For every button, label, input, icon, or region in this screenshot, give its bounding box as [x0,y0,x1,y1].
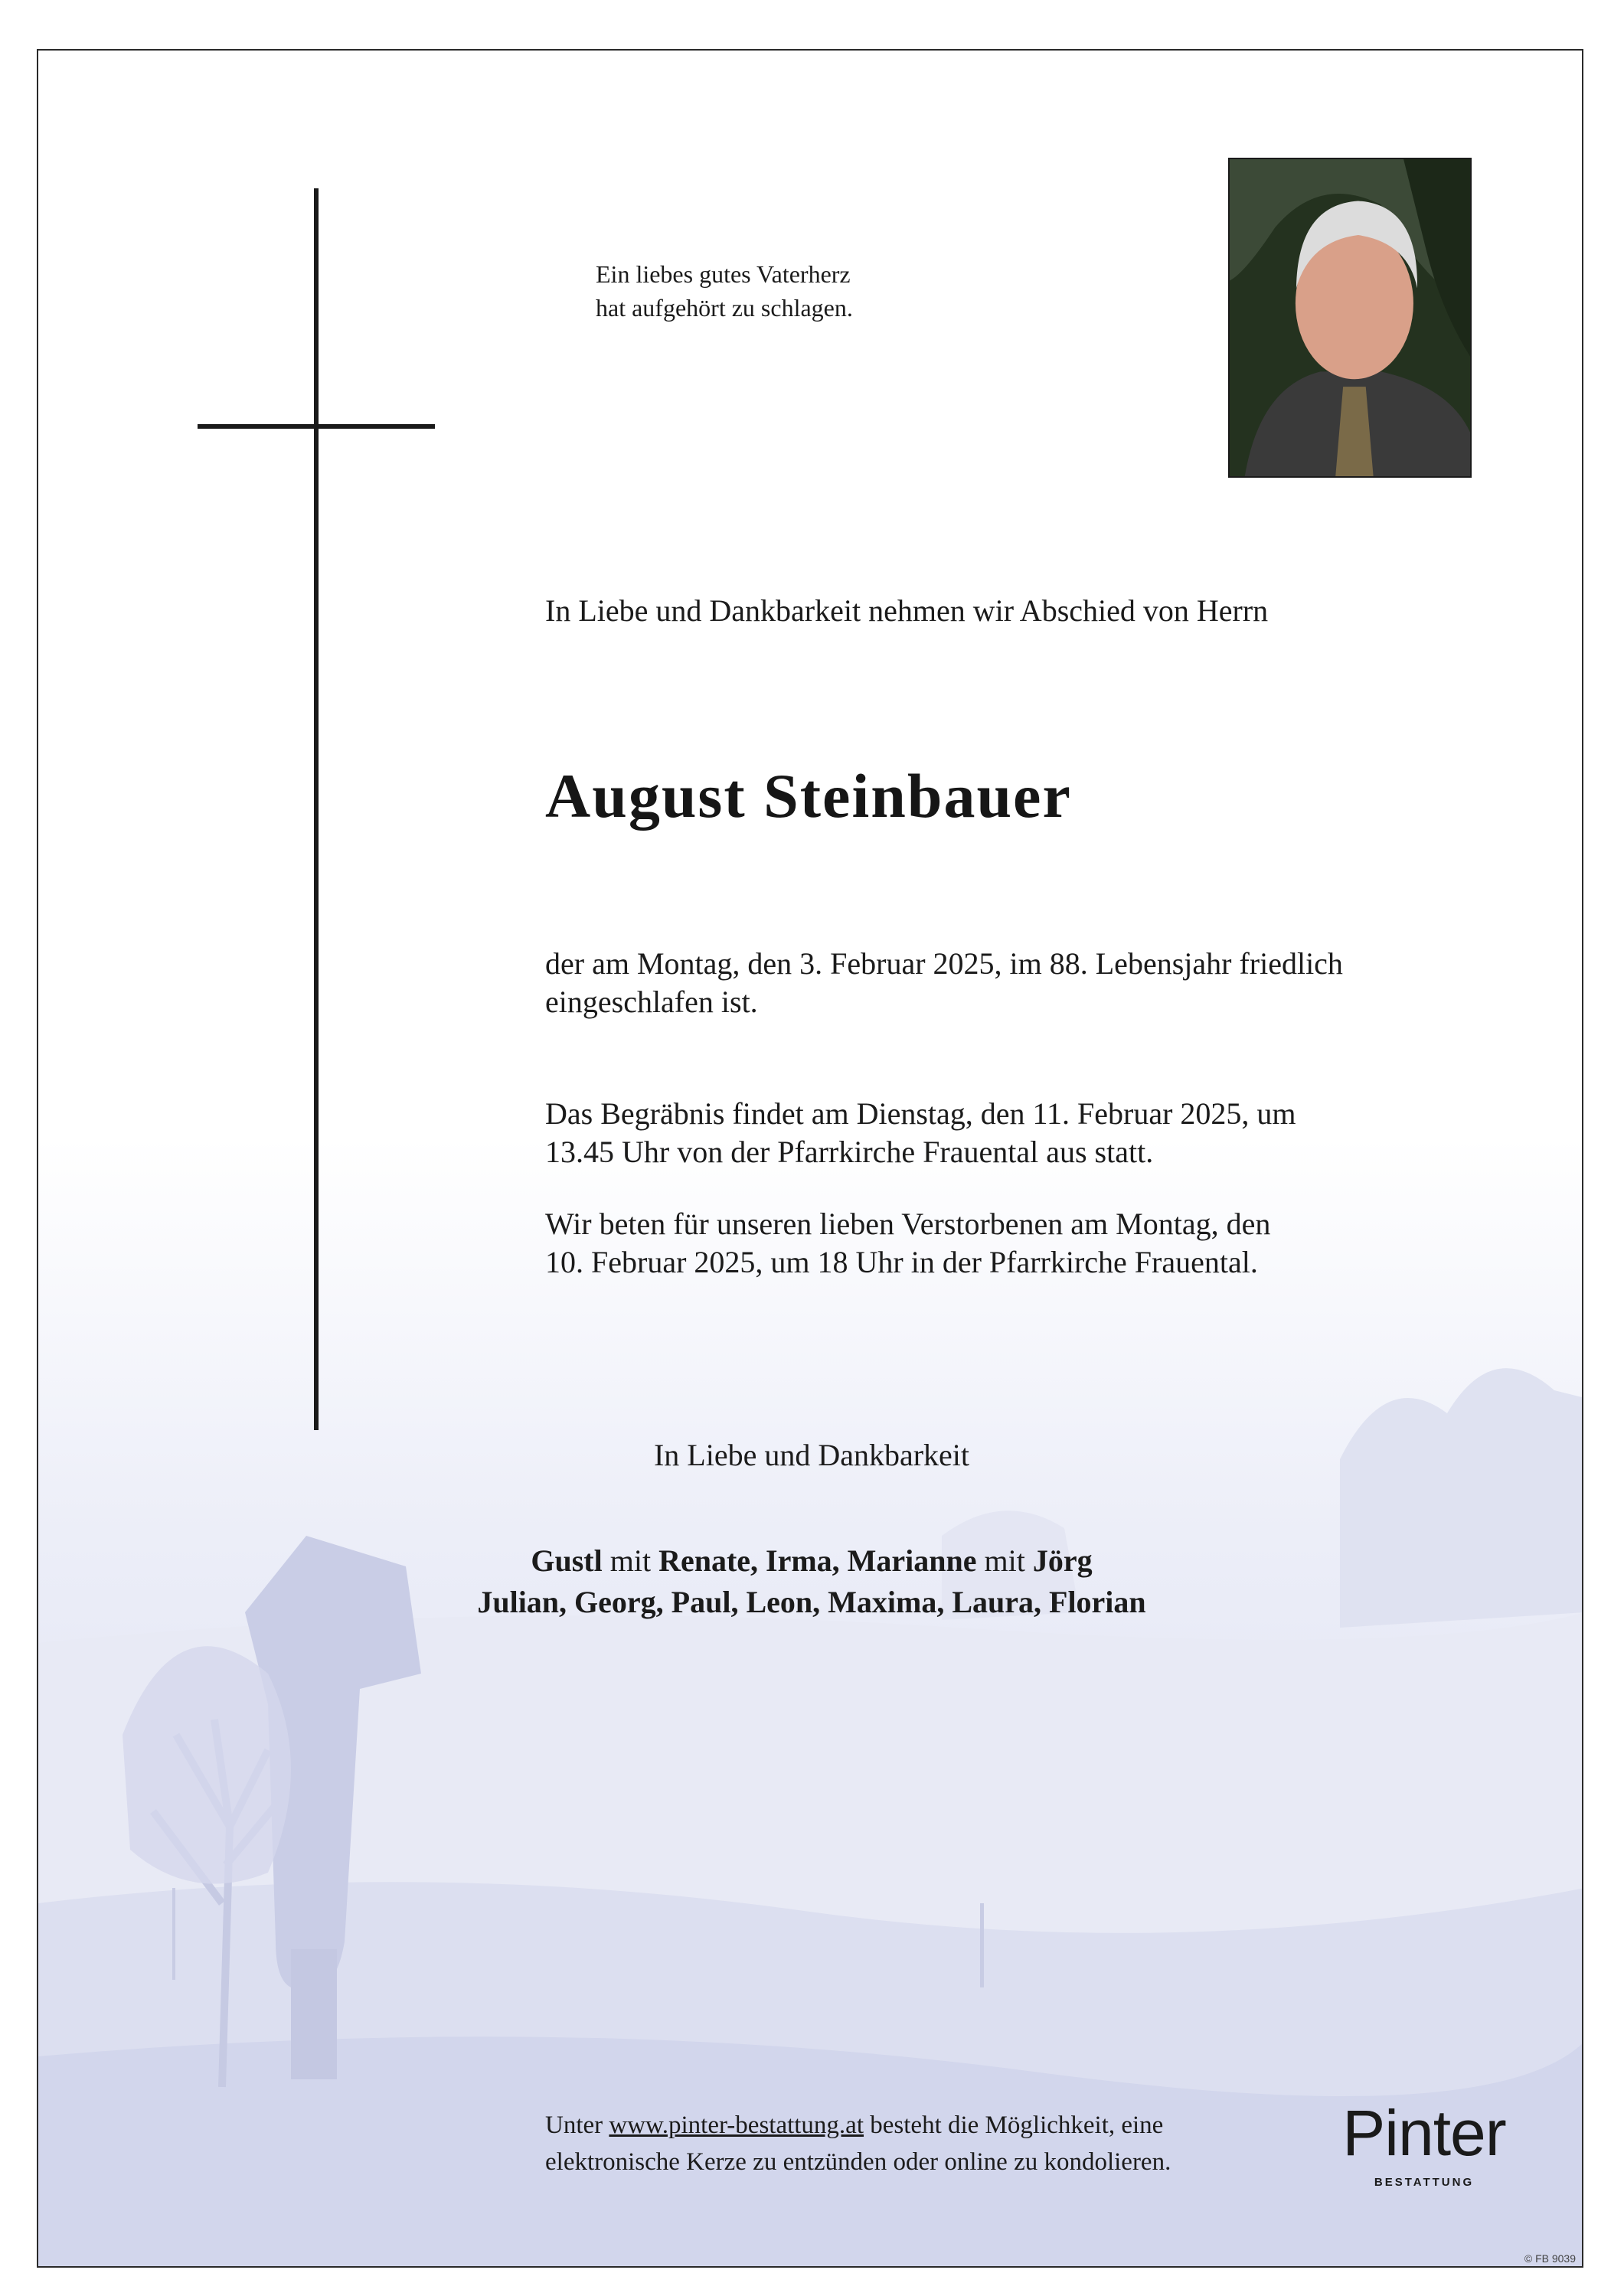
portrait-photo [1228,158,1472,478]
footer-line-2: elektronische Kerze zu entzünden oder online zu kondolieren. [545,2148,1171,2176]
cross-horizontal-bar [198,424,435,429]
family-name-joerg: Jörg [1032,1543,1093,1578]
website-link[interactable]: www.pinter-bestattung.at [609,2111,864,2139]
condolence-footer [545,2107,1171,2180]
family-connector: mit [984,1543,1025,1578]
prayer-paragraph [545,1205,1270,1282]
funeral-line-1: Das Begräbnis findet am Dienstag, den 11. Februar 2025, um [545,1096,1296,1131]
family-line-1 [38,1540,1583,1582]
cross-vertical-bar [314,188,319,1430]
footer-prefix: Unter [545,2111,603,2139]
funeral-line-2: 13.45 Uhr von der Pfarrkirche Frauental aus statt. [545,1135,1154,1169]
family-names-daughters: Renate, Irma, Marianne [658,1543,977,1578]
prayer-line-2: 10. Februar 2025, um 18 Uhr in der Pfarrkirche Frauental. [545,1245,1258,1279]
footer-line-1 [545,2107,1171,2144]
document-code: © FB 9039 [1524,2252,1576,2265]
funeral-paragraph [545,1095,1296,1171]
death-notice-line-2: eingeschlafen ist. [545,985,758,1019]
closing-line: In Liebe und Dankbarkeit [653,1438,970,1472]
farewell-intro-text: In Liebe und Dankbarkeit nehmen wir Abschied von Herrn [545,593,1269,628]
portrait-image [1230,159,1470,476]
family-connector: mit [609,1543,652,1578]
deceased-name: August Steinbauer [545,761,1072,831]
memorial-quote [596,257,853,325]
death-notice-line-1: der am Montag, den 3. Februar 2025, im 88. Lebensjahr friedlich [545,946,1343,981]
family-line-2 [38,1582,1583,1623]
memorial-quote-line-2: hat aufgehört zu schlagen. [596,294,853,322]
family-names-grandchildren: Julian, Georg, Paul, Leon, Maxima, Laura, Florian [477,1585,1146,1619]
brand-subtitle: BESTATTUNG [1374,2176,1475,2189]
death-notice-paragraph [545,945,1343,1021]
obituary-card [37,49,1583,2268]
prayer-line-1: Wir beten für unseren lieben Verstorbenen am Montag, den [545,1207,1271,1241]
footer-suffix: besteht die Möglichkeit, eine [870,2111,1164,2139]
family-signature [38,1540,1583,1623]
memorial-quote-line-1: Ein liebes gutes Vaterherz [596,260,851,288]
brand-name: Pinter [1342,2097,1506,2169]
pinter-logo [1332,2097,1516,2189]
family-name-gustl: Gustl [531,1543,603,1578]
